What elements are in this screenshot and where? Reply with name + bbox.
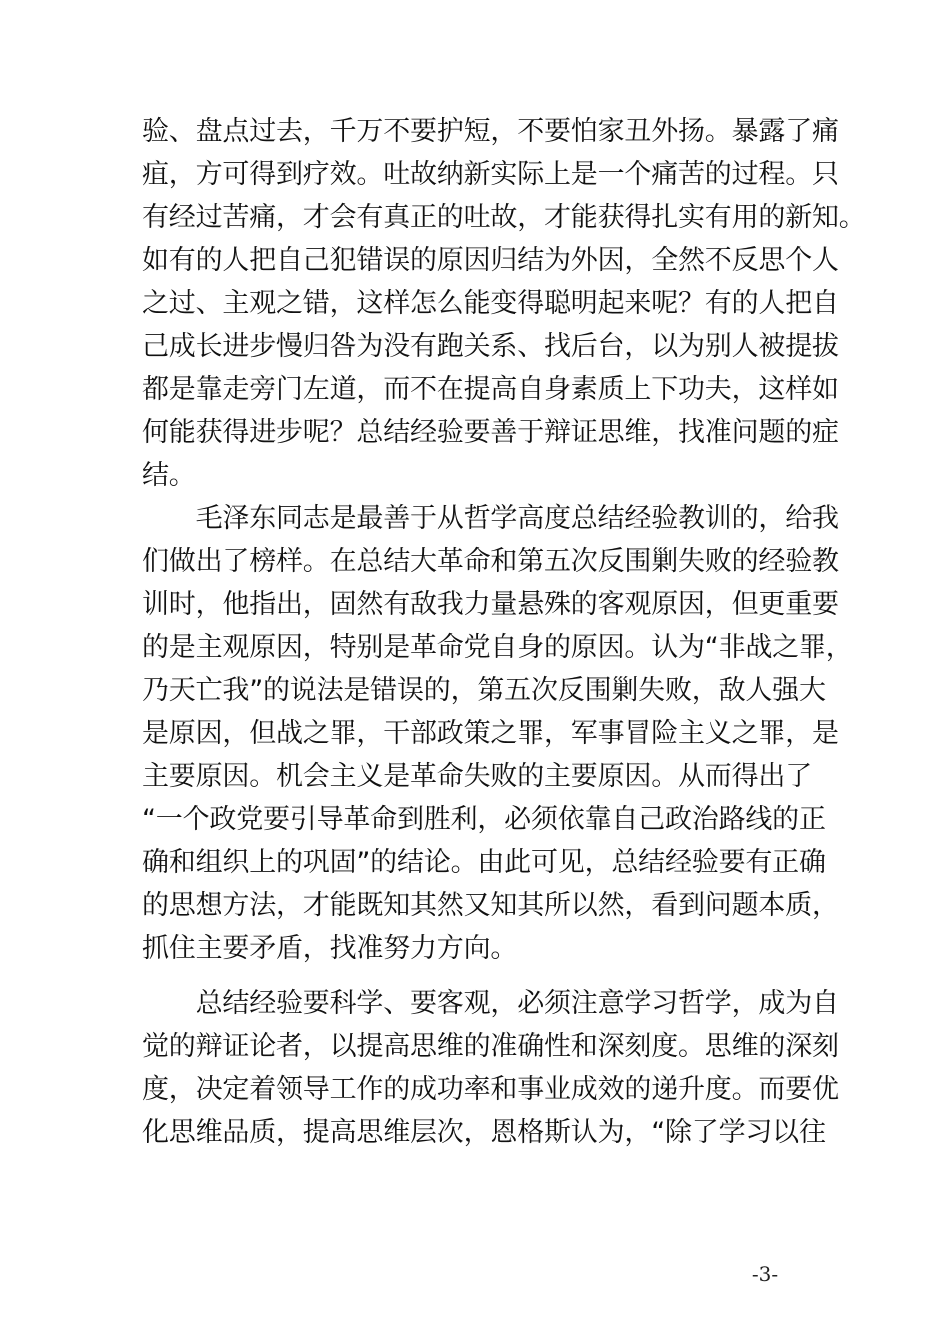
text-line: 们做出了榜样。在总结大革命和第五次反围剿失败的经验教	[142, 546, 839, 577]
text-line: 结。	[142, 460, 196, 491]
paragraph-1	[142, 110, 866, 497]
paragraph-3	[142, 982, 839, 1154]
text-line: 有经过苦痛，才会有真正的吐故，才能获得扎实有用的新知。	[142, 202, 866, 233]
text-line: “一个政党要引导革命到胜利，必须依靠自己政治路线的正	[142, 804, 826, 835]
text-line: 总结经验要科学、要客观，必须注意学习哲学，成为自	[142, 988, 839, 1019]
text-line: 如有的人把自己犯错误的原因归结为外因，全然不反思个人	[142, 245, 839, 276]
text-line: 验、盘点过去，千万不要护短，不要怕家丑外扬。暴露了痛	[142, 116, 839, 147]
text-line: 的是主观原因，特别是革命党自身的原因。认为“非战之罪，	[142, 632, 853, 663]
text-line: 度，决定着领导工作的成功率和事业成效的递升度。而要优	[142, 1074, 839, 1105]
page-number: -3-	[751, 1262, 779, 1286]
text-line: 都是靠走旁门左道，而不在提高自身素质上下功夫，这样如	[142, 374, 839, 405]
text-line: 化思维品质，提高思维层次，恩格斯认为，“除了学习以往	[142, 1117, 826, 1148]
text-line: 是原因，但战之罪，干部政策之罪，军事冒险主义之罪，是	[142, 718, 839, 749]
text-line: 毛泽东同志是最善于从哲学高度总结经验教训的，给我	[142, 503, 839, 534]
paragraph-2	[142, 497, 853, 970]
text-line: 之过、主观之错，这样怎么能变得聪明起来呢？有的人把自	[142, 288, 839, 319]
text-line: 的思想方法，才能既知其然又知其所以然，看到问题本质，	[142, 890, 839, 921]
text-line: 觉的辩证论者，以提高思维的准确性和深刻度。思维的深刻	[142, 1031, 839, 1062]
text-line: 确和组织上的巩固”的结论。由此可见，总结经验要有正确	[142, 847, 826, 878]
document-body	[142, 110, 866, 1154]
text-line: 主要原因。机会主义是革命失败的主要原因。从而得出了	[142, 761, 812, 792]
paragraph-spacing	[142, 970, 822, 982]
text-line: 乃天亡我”的说法是错误的，第五次反围剿失败，敌人强大	[142, 675, 826, 706]
text-line: 训时，他指出，固然有敌我力量悬殊的客观原因，但更重要	[142, 589, 839, 620]
text-line: 己成长进步慢归咎为没有跑关系、找后台，以为别人被提拔	[142, 331, 839, 362]
text-line: 疽，方可得到疗效。吐故纳新实际上是一个痛苦的过程。只	[142, 159, 839, 190]
text-line: 抓住主要矛盾，找准努力方向。	[142, 933, 518, 964]
text-line: 何能获得进步呢？总结经验要善于辩证思维，找准问题的症	[142, 417, 839, 448]
